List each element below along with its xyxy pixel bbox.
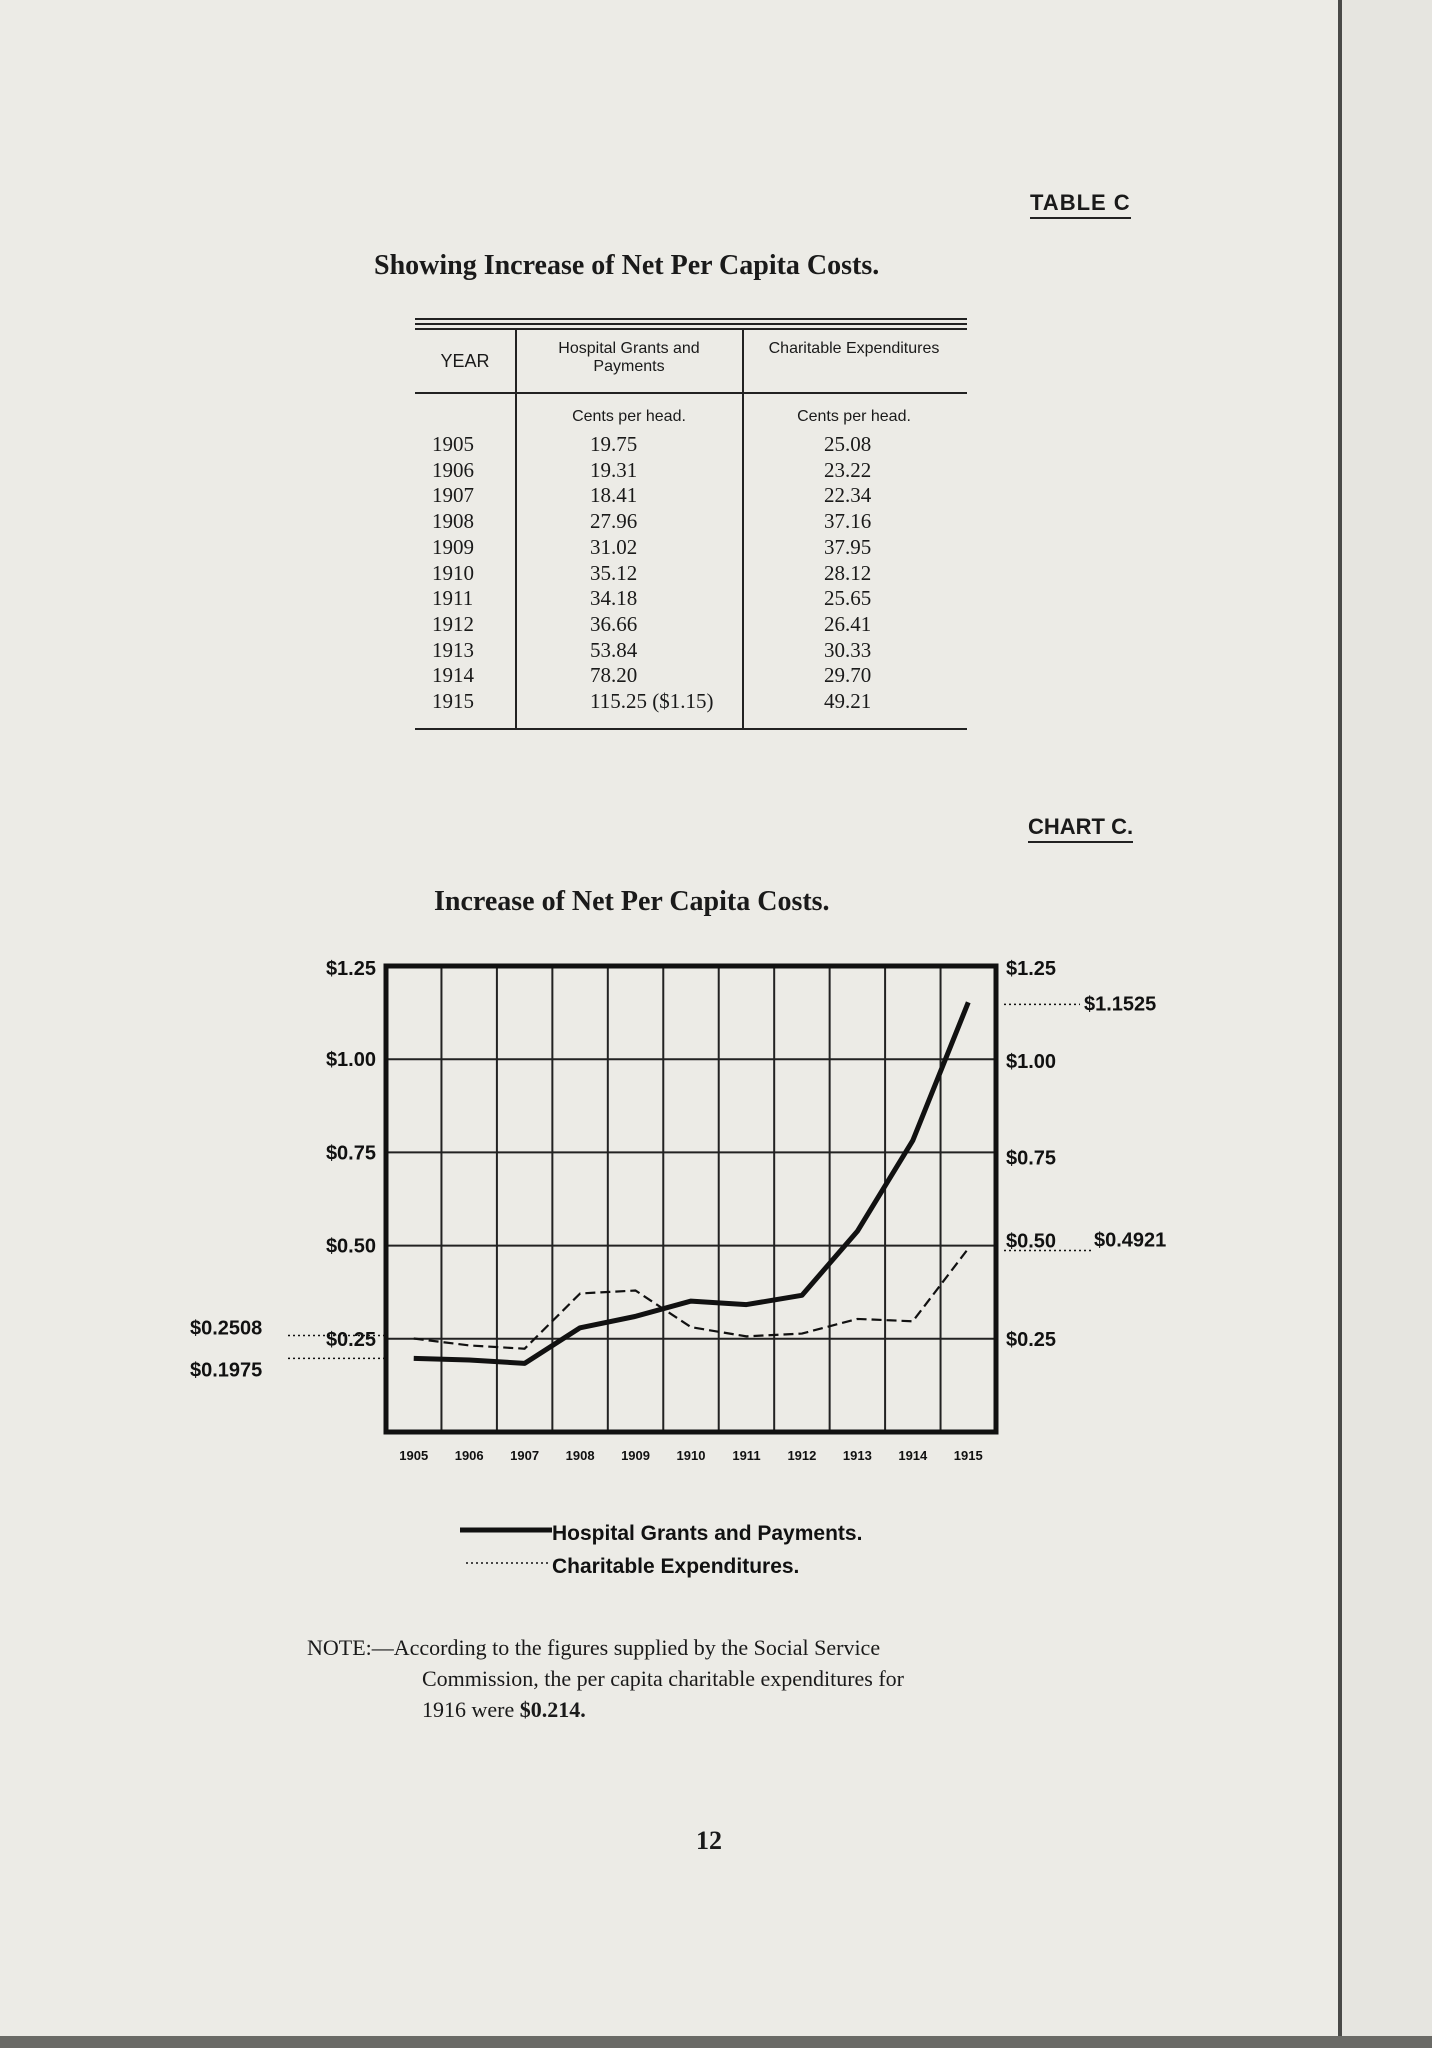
charitable-value: 26.41 <box>824 611 872 636</box>
y-tick-label-right: $1.25 <box>1006 958 1057 980</box>
x-tick-label: 1915 <box>953 1448 983 1463</box>
y-tick-label-right: $0.50 <box>1006 1230 1057 1253</box>
unit-hospital: Cents per head. <box>572 408 686 425</box>
table-label: TABLE C <box>1030 190 1131 219</box>
table-row: 1905 <box>432 432 474 456</box>
y-tick-label-left: $1.00 <box>325 1049 376 1072</box>
charitable-value: 28.12 <box>824 560 872 585</box>
annotation-charitable-1905: $0.2508 <box>190 1317 263 1340</box>
charitable-value: 30.33 <box>824 637 872 662</box>
footnote-line-2: Commission, the per capita charitable expenditures for <box>422 1666 905 1691</box>
y-tick-label-right: $0.25 <box>1006 1328 1057 1351</box>
header-year: YEAR <box>440 351 490 371</box>
charitable-value: 37.16 <box>824 509 872 534</box>
table-row: 1914 <box>432 663 474 688</box>
table-row: 1906 <box>432 457 474 482</box>
footnote-line-3 <box>307 1694 1077 1725</box>
charitable-value: 25.08 <box>824 432 872 456</box>
x-tick-label: 1913 <box>842 1448 872 1463</box>
table-row: 1915 <box>432 689 474 714</box>
legend-hospital-label: Hospital Grants and Payments. <box>552 1522 863 1545</box>
x-tick-label: 1908 <box>565 1448 595 1463</box>
hospital-value: 34.18 <box>590 586 638 611</box>
footnote <box>307 1632 1077 1725</box>
hospital-value: 18.41 <box>590 483 638 508</box>
bottom-edge <box>0 2036 1432 2048</box>
charitable-value: 29.70 <box>824 663 872 688</box>
table-row: 1908 <box>432 509 474 534</box>
table-row: 1910 <box>432 560 474 585</box>
table-row: 1911 <box>432 586 474 611</box>
chart-title: Increase of Net Per Capita Costs. <box>434 886 830 917</box>
x-tick-label: 1911 <box>732 1448 761 1463</box>
hospital-value: 19.75 <box>590 432 638 456</box>
y-tick-label-left: $0.75 <box>325 1142 376 1165</box>
hospital-value: 19.31 <box>590 457 638 482</box>
y-tick-label-left: $0.25 <box>325 1328 376 1351</box>
chart-ticks <box>326 958 1056 1463</box>
legend-charitable-label: Charitable Expenditures. <box>552 1555 800 1578</box>
unit-charitable: Cents per head. <box>797 408 911 425</box>
annotation-hospital-1905: $0.1975 <box>190 1359 263 1382</box>
header-hospital: Hospital Grants and Payments <box>558 340 700 375</box>
table-row: 1913 <box>432 637 474 662</box>
annotation-charitable-1915: $0.4921 <box>1094 1229 1167 1252</box>
charitable-value: 37.95 <box>824 534 872 559</box>
y-tick-label-left: $1.25 <box>325 958 376 980</box>
x-tick-label: 1914 <box>898 1448 928 1463</box>
y-tick-label-right: $0.75 <box>1006 1147 1057 1170</box>
x-tick-label: 1910 <box>676 1448 706 1463</box>
footnote-line-1: NOTE:—According to the figures supplied by the Social Service <box>307 1635 881 1660</box>
y-tick-label-left: $0.50 <box>325 1235 376 1258</box>
page-number: 12 <box>696 1826 722 1855</box>
footnote-line-3-text: 1916 were <box>422 1697 520 1722</box>
charitable-value: 22.34 <box>824 483 872 508</box>
hospital-value: 27.96 <box>590 509 638 534</box>
x-tick-label: 1912 <box>787 1448 817 1463</box>
hospital-value: 53.84 <box>590 637 638 662</box>
footnote-value: $0.214. <box>519 1697 586 1722</box>
table-row: 1912 <box>432 611 474 636</box>
charitable-value: 23.22 <box>824 457 872 482</box>
x-tick-label: 1905 <box>399 1448 429 1463</box>
hospital-value: 31.02 <box>590 534 638 559</box>
chart-label: CHART C. <box>1028 814 1133 843</box>
hospital-value: 78.20 <box>590 663 638 688</box>
x-tick-label: 1906 <box>454 1448 484 1463</box>
header-charitable: Charitable Expenditures <box>768 340 940 357</box>
facing-page-edge <box>1342 0 1432 2048</box>
hospital-value: 36.66 <box>590 611 638 636</box>
table-row: 1909 <box>432 534 474 559</box>
annotation-hospital-1915: $1.1525 <box>1084 993 1157 1016</box>
table-title: Showing Increase of Net Per Capita Costs. <box>374 250 880 281</box>
hospital-value: 115.25 ($1.15) <box>590 689 714 714</box>
x-tick-label: 1907 <box>510 1448 540 1463</box>
charitable-value: 25.65 <box>824 586 872 611</box>
table-row: 1907 <box>432 483 474 508</box>
hospital-value: 35.12 <box>590 560 638 585</box>
x-tick-label: 1909 <box>621 1448 651 1463</box>
y-tick-label-right: $1.00 <box>1006 1051 1057 1074</box>
chart-legend <box>460 1522 862 1578</box>
charitable-value: 49.21 <box>824 689 872 714</box>
